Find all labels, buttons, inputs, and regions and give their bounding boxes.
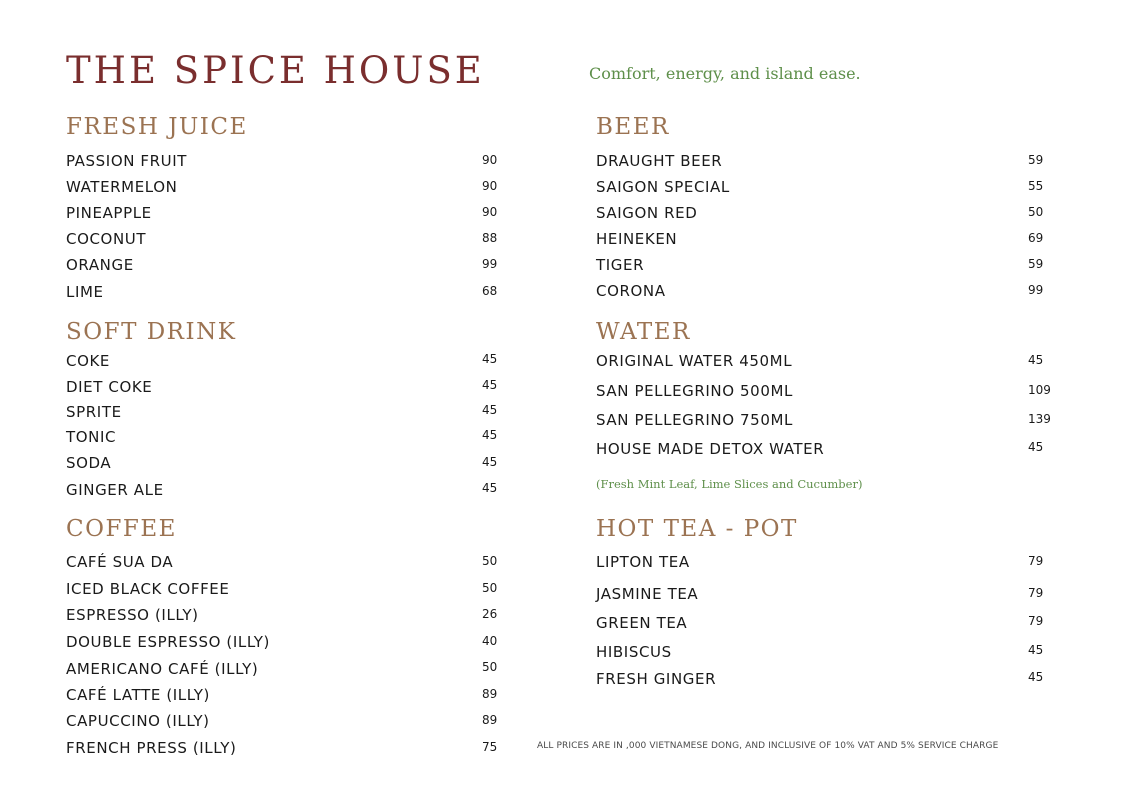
menu-item-price: 45 bbox=[482, 481, 498, 495]
section-title-soft-drink: SOFT DRINK bbox=[66, 319, 237, 345]
menu-item-price: 50 bbox=[1028, 205, 1044, 219]
menu-item-name: PINEAPPLE bbox=[66, 204, 152, 222]
menu-item-name: HOUSE MADE DETOX WATER bbox=[596, 440, 825, 458]
menu-item-price: 45 bbox=[1028, 353, 1044, 367]
section-title-water: WATER bbox=[596, 319, 691, 345]
menu-item-price: 89 bbox=[482, 713, 498, 727]
menu-item-price: 69 bbox=[1028, 231, 1044, 245]
menu-item-price: 99 bbox=[482, 257, 498, 271]
menu-item-price: 75 bbox=[482, 740, 498, 754]
menu-item-name: SAIGON RED bbox=[596, 204, 698, 222]
menu-item-price: 45 bbox=[482, 352, 498, 366]
menu-item-name: HIBISCUS bbox=[596, 643, 672, 661]
menu-item-name: AMERICANO CAFÉ (ILLY) bbox=[66, 660, 259, 678]
menu-item-name: ICED BLACK COFFEE bbox=[66, 580, 230, 598]
menu-item-price: 26 bbox=[482, 607, 498, 621]
menu-item-name: GREEN TEA bbox=[596, 614, 688, 632]
section-title-coffee: COFFEE bbox=[66, 516, 177, 542]
menu-item-name: PASSION FRUIT bbox=[66, 152, 188, 170]
menu-item-name: LIME bbox=[66, 283, 104, 301]
menu-item-price: 45 bbox=[482, 455, 498, 469]
menu-item-name: HEINEKEN bbox=[596, 230, 678, 248]
menu-item-name: TIGER bbox=[596, 256, 645, 274]
menu-item-price: 45 bbox=[482, 378, 498, 392]
menu-item-name: SAIGON SPECIAL bbox=[596, 178, 730, 196]
menu-item-name: ORIGINAL WATER 450ML bbox=[596, 352, 793, 370]
section-title-beer: BEER bbox=[596, 114, 670, 140]
menu-item-price: 79 bbox=[1028, 586, 1044, 600]
price-disclaimer: ALL PRICES ARE IN ,000 VIETNAMESE DONG, AND INCLUSIVE OF 10% VAT AND 5% SERVICE CHARGE bbox=[537, 741, 999, 751]
menu-item-price: 139 bbox=[1028, 412, 1051, 426]
restaurant-name: THE SPICE HOUSE bbox=[66, 49, 485, 92]
detox-water-note: (Fresh Mint Leaf, Lime Slices and Cucumber) bbox=[596, 477, 863, 491]
menu-item-name: COKE bbox=[66, 352, 110, 370]
menu-item-price: 40 bbox=[482, 634, 498, 648]
menu-item-price: 59 bbox=[1028, 153, 1044, 167]
menu-item-name: DRAUGHT BEER bbox=[596, 152, 723, 170]
menu-item-price: 45 bbox=[482, 403, 498, 417]
menu-item-name: TONIC bbox=[66, 428, 117, 446]
menu-item-price: 45 bbox=[1028, 440, 1044, 454]
menu-item-price: 90 bbox=[482, 179, 498, 193]
menu-item-price: 89 bbox=[482, 687, 498, 701]
menu-item-name: LIPTON TEA bbox=[596, 553, 690, 571]
menu-item-price: 109 bbox=[1028, 383, 1051, 397]
menu-item-name: DOUBLE ESPRESSO (ILLY) bbox=[66, 633, 271, 651]
menu-item-name: FRESH GINGER bbox=[596, 670, 717, 688]
menu-item-price: 50 bbox=[482, 554, 498, 568]
menu-item-name: JASMINE TEA bbox=[596, 585, 699, 603]
menu-item-price: 68 bbox=[482, 284, 498, 298]
menu-item-name: GINGER ALE bbox=[66, 481, 164, 499]
menu-item-price: 55 bbox=[1028, 179, 1044, 193]
menu-item-price: 50 bbox=[482, 581, 498, 595]
menu-item-price: 45 bbox=[482, 428, 498, 442]
menu-item-name: ORANGE bbox=[66, 256, 134, 274]
menu-item-price: 59 bbox=[1028, 257, 1044, 271]
menu-item-name: CORONA bbox=[596, 282, 666, 300]
menu-item-name: CAFÉ SUA DA bbox=[66, 553, 174, 571]
menu-item-price: 50 bbox=[482, 660, 498, 674]
menu-item-name: FRENCH PRESS (ILLY) bbox=[66, 739, 237, 757]
menu-item-price: 88 bbox=[482, 231, 498, 245]
tagline: Comfort, energy, and island ease. bbox=[589, 64, 861, 83]
menu-item-name: SPRITE bbox=[66, 403, 122, 421]
menu-item-name: SAN PELLEGRINO 500ML bbox=[596, 382, 793, 400]
menu-item-price: 45 bbox=[1028, 643, 1044, 657]
menu-item-name: CAFÉ LATTE (ILLY) bbox=[66, 686, 210, 704]
menu-item-price: 99 bbox=[1028, 283, 1044, 297]
menu-item-name: SODA bbox=[66, 454, 112, 472]
section-title-hot-tea: HOT TEA - POT bbox=[596, 516, 798, 542]
menu-item-name: DIET COKE bbox=[66, 378, 153, 396]
menu-item-price: 90 bbox=[482, 153, 498, 167]
menu-item-name: COCONUT bbox=[66, 230, 147, 248]
menu-item-price: 45 bbox=[1028, 670, 1044, 684]
section-title-fresh-juice: FRESH JUICE bbox=[66, 114, 248, 140]
menu-item-name: WATERMELON bbox=[66, 178, 178, 196]
menu-item-price: 79 bbox=[1028, 614, 1044, 628]
menu-item-name: SAN PELLEGRINO 750ML bbox=[596, 411, 793, 429]
menu-item-price: 79 bbox=[1028, 554, 1044, 568]
menu-item-price: 90 bbox=[482, 205, 498, 219]
menu-item-name: ESPRESSO (ILLY) bbox=[66, 606, 199, 624]
menu-item-name: CAPUCCINO (ILLY) bbox=[66, 712, 210, 730]
